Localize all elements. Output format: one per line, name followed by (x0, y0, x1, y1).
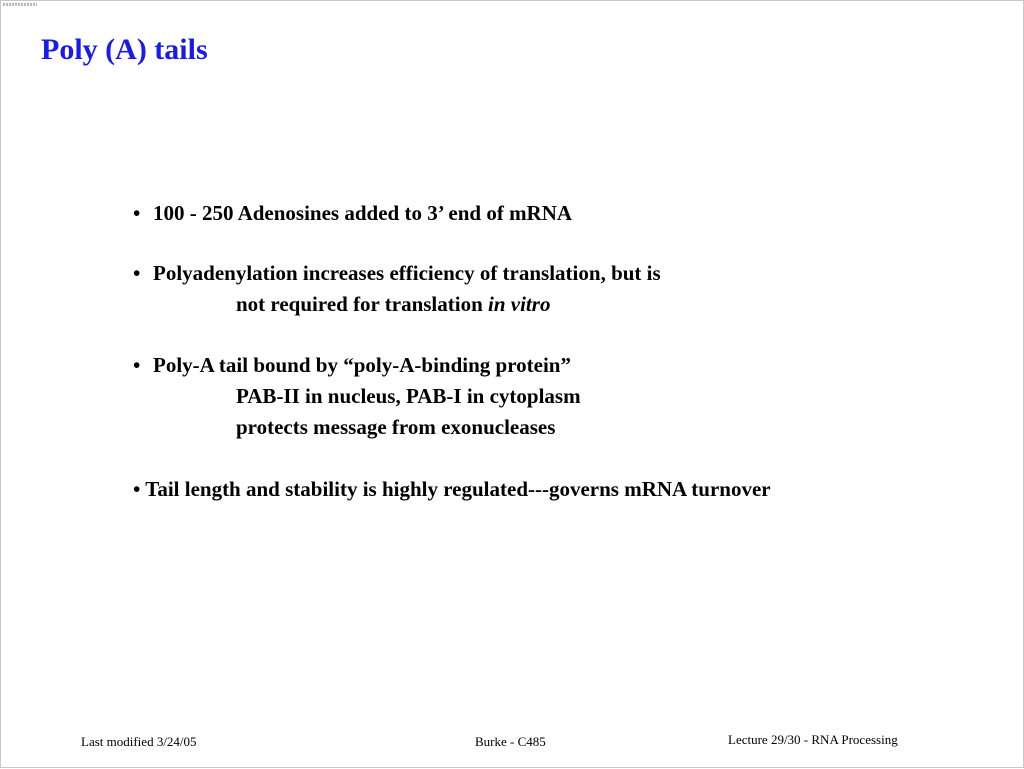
subline-italic-text: in vitro (488, 292, 551, 316)
footer-lecture: Lecture 29/30 - RNA Processing (728, 732, 898, 747)
subline-text: protects message from exonucleases (236, 415, 556, 439)
bullet-item (133, 353, 571, 378)
bullet-text: Tail length and stability is highly regulated---governs mRNA turnover (145, 477, 771, 501)
bullet-text: Polyadenylation increases efficiency of translation, but is (153, 261, 661, 285)
subline-text: not required for translation (236, 292, 489, 316)
bullet-subline (236, 292, 550, 317)
bullet-marker: • (133, 261, 141, 285)
bullet-marker: • (133, 201, 141, 225)
bullet-marker: • (133, 477, 141, 501)
bullet-subline (236, 415, 555, 440)
bullet-text: 100 - 250 Adenosines added to 3’ end of mRNA (153, 201, 573, 225)
bullet-item (133, 477, 771, 502)
footer-course: Burke - C485 (475, 734, 546, 749)
slide-title: Poly (A) tails (41, 33, 208, 66)
footer-last-modified: Last modified 3/24/05 (81, 734, 197, 749)
bullet-marker: • (133, 353, 141, 377)
bullet-item (133, 201, 572, 226)
slide-body (1, 1, 1024, 769)
bullet-subline (236, 384, 581, 409)
bullet-text: Poly-A tail bound by “poly-A-binding protein” (153, 353, 571, 377)
subline-text: PAB-II in nucleus, PAB-I in cytoplasm (236, 384, 581, 408)
bullet-item (133, 261, 661, 286)
